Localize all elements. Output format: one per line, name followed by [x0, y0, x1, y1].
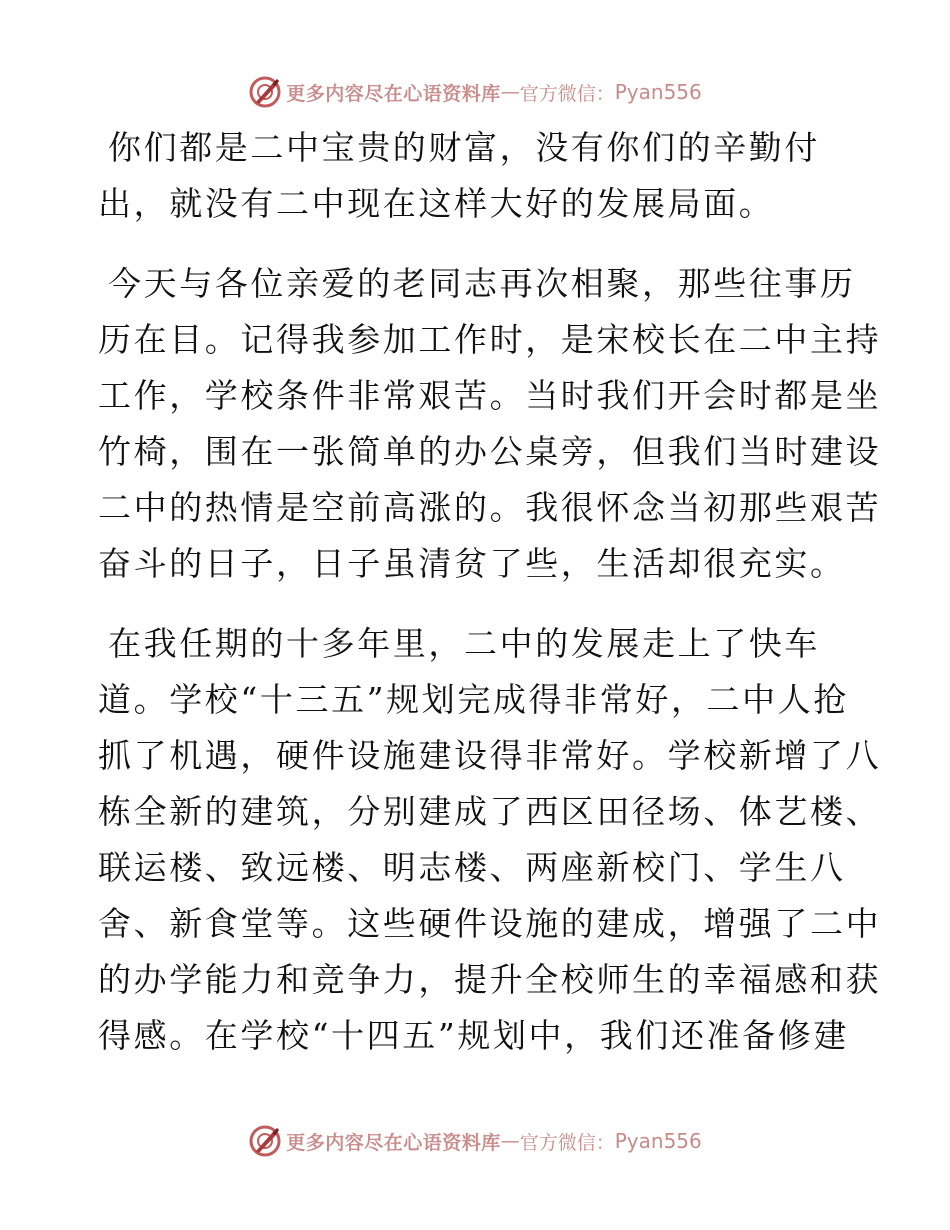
logo-icon: [248, 75, 282, 109]
text-line: 历在目。记得我参加工作时，是宋校长在二中主持: [98, 320, 882, 359]
text-line: 联运楼、致远楼、明志楼、两座新校门、学生八: [98, 848, 846, 887]
text-line: 抓了机遇，硬件设施建设得非常好。学校新增了八: [98, 736, 882, 775]
text-line: 竹椅，围在一张简单的办公桌旁，但我们当时建设: [98, 432, 882, 471]
banner-wechat-id: Pyan556: [614, 80, 702, 104]
banner-dash: —: [500, 81, 520, 103]
text-line: 得感。在学校“十四五”规划中，我们还准备修建: [98, 1016, 849, 1055]
paragraph-2: [98, 256, 882, 592]
paragraph-3: [98, 616, 882, 1064]
text-line: 舍、新食堂等。这些硬件设施的建成，增强了二中: [98, 904, 882, 943]
banner-main-text: 更多内容尽在心语资料库: [286, 1131, 501, 1154]
text-line: 在我任期的十多年里，二中的发展走上了快车: [108, 624, 820, 663]
text-line: 工作，学校条件非常艰苦。当时我们开会时都是坐: [98, 376, 882, 415]
logo-icon: [248, 1124, 282, 1158]
banner-wechat-label: 官方微信：: [519, 82, 615, 105]
banner-dash: —: [500, 1130, 520, 1152]
paragraph-1: [98, 120, 858, 232]
text-line: 你们都是二中宝贵的财富，没有你们的辛勤付: [108, 128, 820, 167]
footer-watermark-banner: [0, 1121, 950, 1161]
text-line: 道。学校“十三五”规划完成得非常好，二中人抢: [98, 680, 849, 719]
text-line: 栋全新的建筑，分别建成了西区田径场、体艺楼、: [98, 792, 882, 831]
text-line: 出，就没有二中现在这样大好的发展局面。: [98, 184, 775, 223]
document-body: [98, 120, 882, 1088]
text-line: 今天与各位亲爱的老同志再次相聚，那些往事历: [108, 264, 856, 303]
banner-wechat-label: 官方微信：: [519, 1131, 615, 1154]
text-line: 奋斗的日子，日子虽清贫了些，生活却很充实。: [98, 544, 846, 583]
text-line: 的办学能力和竞争力，提升全校师生的幸福感和获: [98, 960, 882, 999]
banner-main-text: 更多内容尽在心语资料库: [286, 82, 501, 105]
header-watermark-banner: [0, 72, 950, 112]
banner-wechat-id: Pyan556: [614, 1129, 702, 1153]
text-line: 二中的热情是空前高涨的。我很怀念当初那些艰苦: [98, 488, 882, 527]
